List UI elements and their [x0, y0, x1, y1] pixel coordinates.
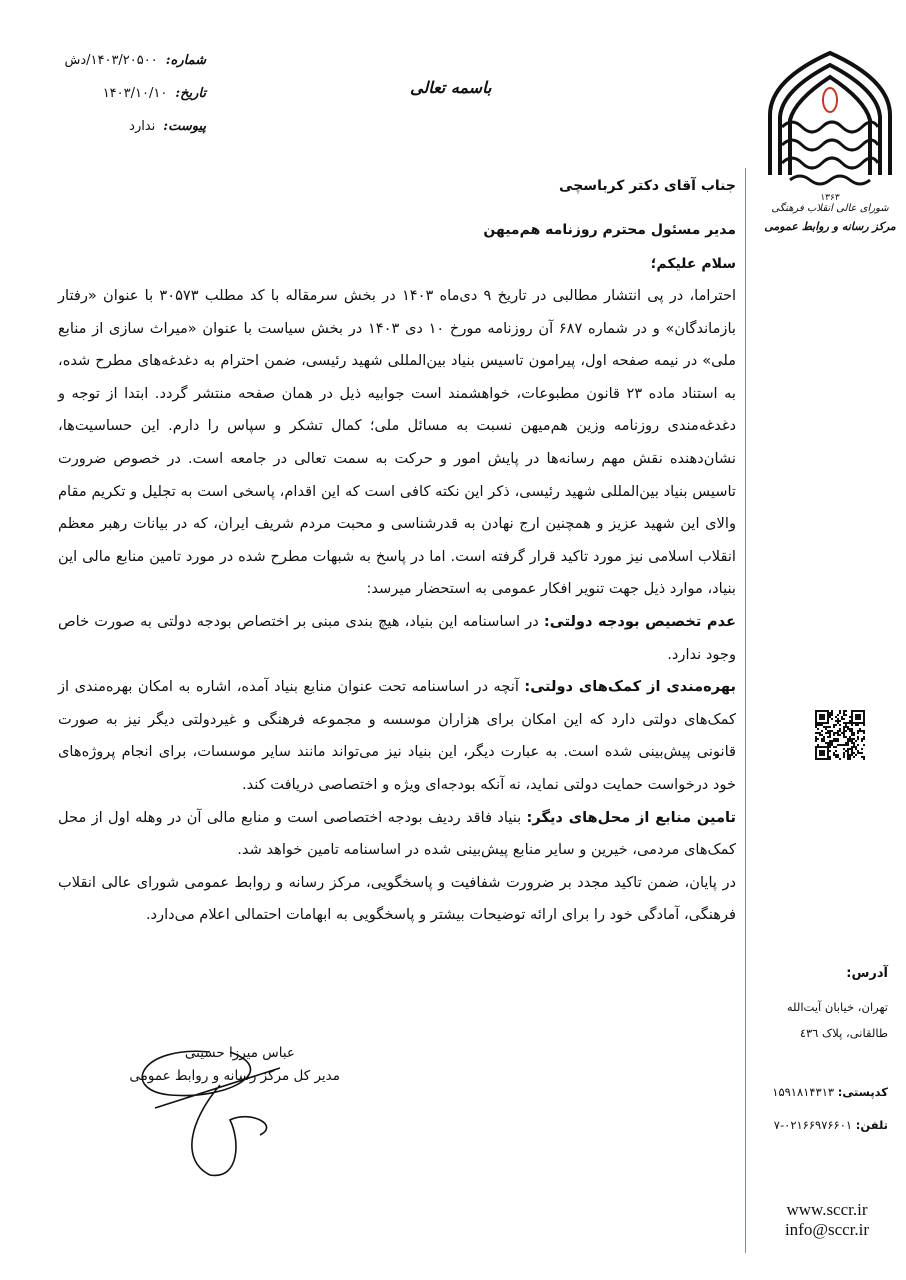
logo-dept-name: مرکز رسانه و روابط عمومی — [764, 220, 896, 233]
organization-logo — [760, 45, 900, 233]
letter-number — [6, 44, 206, 77]
qr-code — [815, 710, 865, 760]
postal-value: ۱۵۹۱۸۱۴۳۱۳ — [772, 1085, 835, 1099]
letter-date — [6, 77, 206, 110]
point-title: بهره‌مندی از کمک‌های دولتی: — [524, 678, 736, 696]
invocation: باسمه تعالی — [410, 78, 492, 97]
date-value: ۱۴۰۳/۱۰/۱۰ — [102, 86, 168, 101]
attachment-value: ندارد — [129, 119, 156, 134]
phone-label: تلفن: — [855, 1118, 888, 1132]
email-link[interactable]: info@sccr.ir — [784, 1220, 870, 1239]
signer-name: عباس میرزا حسینی — [184, 1045, 295, 1061]
letter-attachment — [6, 110, 206, 143]
address-line: طالقانی، پلاک ٤٣٦ — [799, 1026, 888, 1040]
attachment-label: پیوست: — [163, 119, 206, 134]
postal-label: کدپستی: — [837, 1085, 888, 1099]
point-title: عدم تخصیص بودجه دولتی: — [543, 612, 737, 630]
number-value: ۱۴۰۳/۲۰۵۰۰/دش — [64, 53, 158, 68]
number-label: شماره: — [165, 53, 206, 68]
address-label: آدرس: — [846, 966, 888, 981]
intro-paragraph: احتراما، در پی انتشار مطالبی در تاریخ ۹ دی‌ماه ۱۴۰۳ در بخش سرمقاله با کد مطلب ۳۰۵۷۳ با عنوان «رفتار بازماندگان» و در شماره ۶۸۷ آن روزنامه مورخ ۱۰ دی ۱۴۰۳ در بخش سیاست با عنوان «میراث سازی از منابع ملی» در نیمه صفحه اول، پیرامون تاسیس بنیاد بین‌المللی شهید رئیسی، ضمن احترام به دغدغه‌های مطرح شده، به استناد ماده ۲۳ قانون مطبوعات، خواهشمند است جوابیه ذیل در همان صفحه منتشر گردد. ابتدا از توجه و دغدغه‌مندی روزنامه وزین هم‌میهن نسبت به مسائل ملی؛ کمال تشکر و سپاس را دارم. این حساسیت‌ها، نشان‌دهنده نقش مهم رسانه‌ها در پایش امور و حرکت به سمت تعالی در جامعه است. در خصوص ضرورت تاسیس بنیاد بین‌المللی شهید رئیسی، ذکر این نکته کافی است که این اقدام، پاسخی است به تجلیل و تکریم مقام والای این شهید عزیز و همچنین ارج نهادن به قدرشناسی و محبت مردم شریف ایران، که در بیانات رهبر معظم انقلاب اسلامی نیز مورد تاکید قرار گرفته است. اما در پاسخ به شبهات مطرح شده در مورد تامین منابع مالی این بنیاد، موارد ذیل جهت تنویر افکار عمومی به استحضار میرسد: — [58, 287, 737, 598]
phone-value: ۰۲۱۶۶۹۷۶۶۰۱-۷ — [773, 1118, 853, 1132]
date-label: تاریخ: — [175, 86, 206, 101]
point-text: در اساسنامه این بنیاد، هیچ بندی مبنی بر اختصاص بودجه دولتی به صورت خاص وجود ندارد. — [58, 612, 736, 663]
point-title: تامین منابع از محل‌های دیگر: — [526, 808, 736, 826]
logo-org-name: شورای عالی انقلاب فرهنگی — [771, 203, 889, 214]
recipient-name: جناب آقای دکتر کرباسچی — [559, 178, 736, 194]
point-paragraph — [58, 606, 736, 671]
recipient-position: مدیر مسئول محترم روزنامه هم‌میهن — [483, 222, 736, 238]
logo-year: ۱۳۶۳ — [820, 193, 840, 203]
point-paragraph — [58, 671, 736, 801]
margin-divider — [745, 168, 746, 1253]
closing-paragraph: در پایان، ضمن تاکید مجدد بر ضرورت شفافیت و پاسخگویی، مرکز رسانه و روابط عمومی شورای عالی انقلاب فرهنگی، آمادگی خود را برای ارائه توضیحات بیشتر و پاسخگویی به ابهامات احتمالی اعلام می‌دارد. — [58, 873, 736, 924]
point-paragraph — [58, 802, 736, 867]
signature-block — [80, 1040, 340, 1180]
address-line: تهران، خیابان آیت‌الله — [786, 1000, 888, 1014]
point-text: بنیاد فاقد ردیف بودجه اختصاصی است و منابع مالی آن در وهله اول از محل کمک‌های مردمی، خیرین و سایر منابع پیش‌بینی شده در اساسنامه تامین خواهد شد. — [58, 808, 736, 859]
letter-body — [58, 280, 736, 932]
postal-code — [758, 1085, 888, 1099]
emblem-icon — [760, 45, 900, 195]
greeting: سلام علیکم؛ — [650, 256, 736, 272]
letter-meta — [6, 44, 206, 143]
handwritten-signature — [80, 1040, 340, 1180]
phone — [758, 1118, 888, 1132]
signer-title: مدیر کل مرکز رسانه و روابط عمومی — [129, 1068, 340, 1084]
point-text: آنچه در اساسنامه تحت عنوان منابع بنیاد آمده، اشاره به امکان بهره‌مندی از کمک‌های دولتی دارد که این امکان برای هزاران موسسه و مجموعه فرهنگی و غیردولتی دیگر نیز به صورت قانونی پیش‌بینی شده است. به عبارت دیگر، این بنیاد نیز می‌تواند مانند سایر موسسات، برای انجام پروژه‌های خود درخواست حمایت دولتی نماید، نه آنکه بودجه‌ای ویژه و اختصاصی دریافت کند. — [58, 678, 736, 793]
website-link[interactable]: www.sccr.ir — [786, 1200, 868, 1219]
